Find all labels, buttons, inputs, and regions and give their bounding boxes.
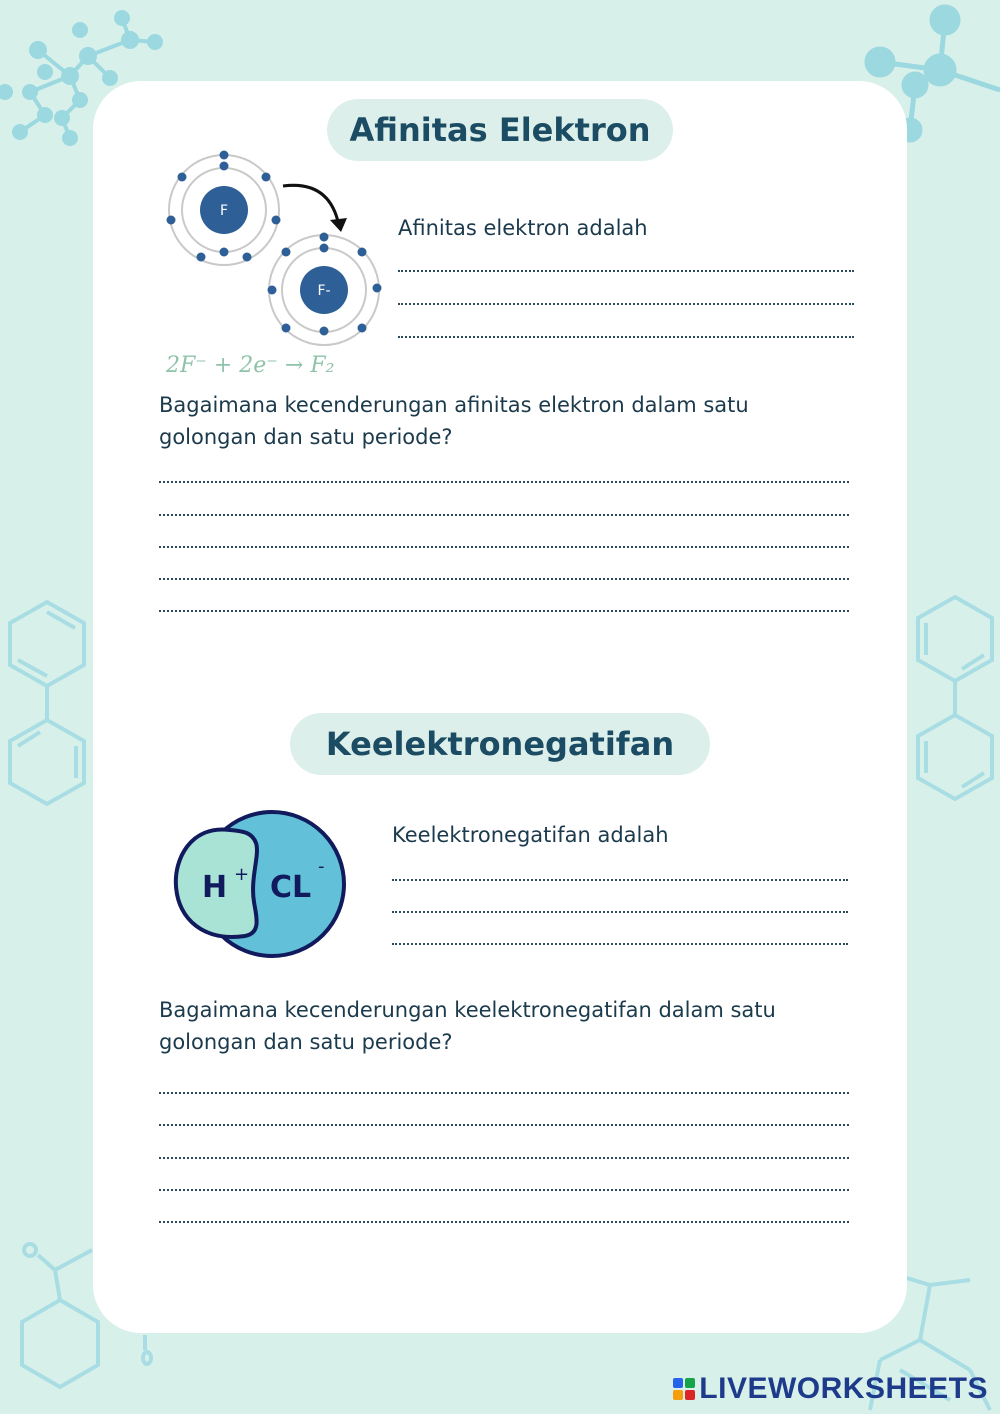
benzene-decoration-right-icon (900, 585, 1000, 825)
definition-prompt-keelektronegatifan: Keelektronegatifan adalah (392, 823, 669, 847)
liveworksheets-logo-icon (673, 1378, 695, 1400)
cl-label: CL (270, 870, 312, 905)
hcl-molecule-diagram (170, 810, 355, 960)
atom-label-f: F (219, 203, 229, 219)
answer-line[interactable] (159, 1157, 849, 1159)
answer-line[interactable] (398, 270, 854, 272)
answer-line[interactable] (159, 546, 849, 548)
answer-line[interactable] (159, 1189, 849, 1191)
brand-name: LIVEWORKSHEETS (699, 1372, 988, 1405)
answer-line[interactable] (392, 943, 848, 945)
answer-line[interactable] (398, 336, 854, 338)
section-title-keelektronegatifan: Keelektronegatifan (290, 713, 710, 775)
electron-affinity-diagram (155, 140, 395, 350)
answer-line[interactable] (159, 1221, 849, 1223)
reaction-equation: 2F⁻ + 2e⁻ → F₂ (166, 353, 335, 378)
h-label: H (202, 870, 228, 905)
answer-line[interactable] (398, 303, 854, 305)
answer-line[interactable] (159, 610, 849, 612)
answer-line[interactable] (159, 1124, 849, 1126)
answer-line[interactable] (392, 879, 848, 881)
question-afinitas: Bagaimana kecenderungan afinitas elektron dalam satu golongan dan satu periode? (159, 393, 749, 449)
answer-line[interactable] (159, 481, 849, 483)
cl-charge: - (318, 856, 325, 877)
answer-line[interactable] (159, 578, 849, 580)
answer-line[interactable] (159, 514, 849, 516)
section-title-afinitas: Afinitas Elektron (327, 99, 673, 161)
definition-prompt-afinitas: Afinitas elektron adalah (398, 216, 648, 240)
atom-label-f-ion: F- (317, 283, 331, 299)
transfer-arrow-icon (283, 185, 339, 226)
answer-line[interactable] (392, 911, 848, 913)
benzene-decoration-left-icon (0, 590, 100, 830)
question-keelektronegatifan: Bagaimana kecenderungan keelektronegatifan dalam satu golongan dan satu periode? (159, 998, 776, 1054)
h-charge: + (234, 864, 250, 885)
liveworksheets-brand (673, 1372, 988, 1406)
answer-line[interactable] (159, 1092, 849, 1094)
